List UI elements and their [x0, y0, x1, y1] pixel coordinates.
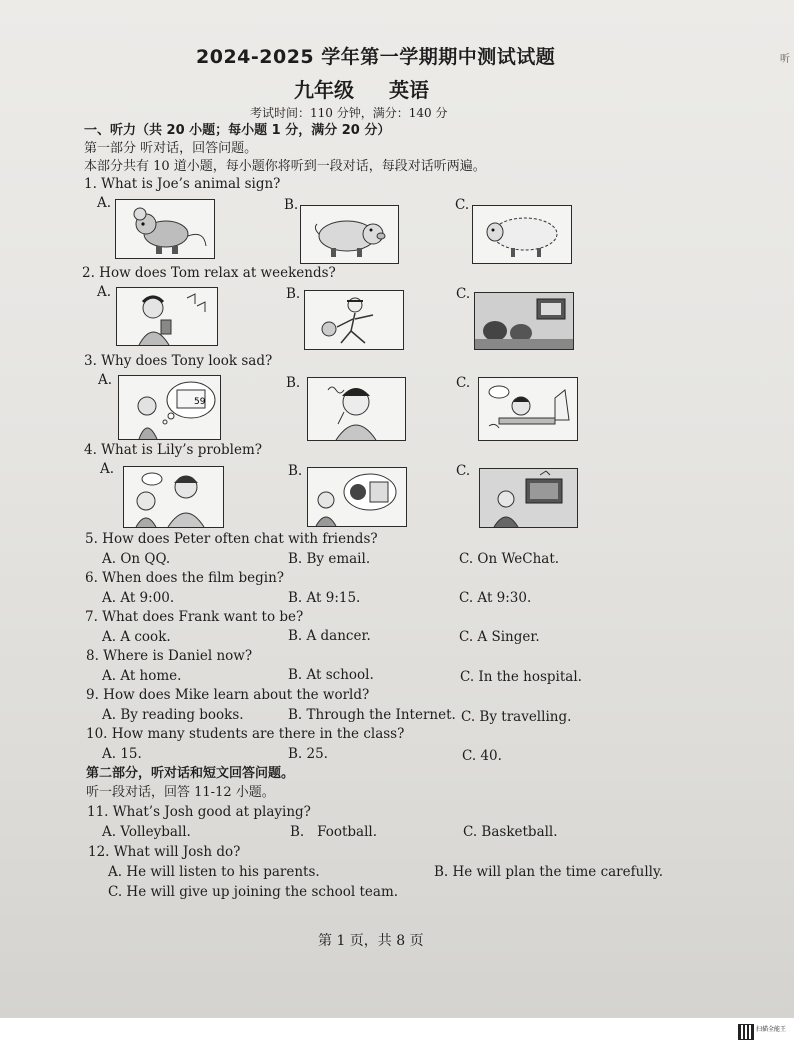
q11-option-b[interactable]: B. Football. [290, 824, 378, 840]
q5-option-a[interactable]: A. On QQ. [102, 551, 171, 567]
q3-label-c: C. [456, 375, 471, 391]
q7-option-c[interactable]: C. A Singer. [459, 629, 540, 645]
question-10-stem: 10. How many students are there in the class? [86, 726, 405, 742]
q10-option-a[interactable]: A. 15. [102, 746, 142, 762]
scanner-footer [0, 1018, 794, 1043]
friends-picture[interactable] [307, 467, 407, 527]
q5-option-c[interactable]: C. On WeChat. [459, 551, 560, 567]
q4-label-a: A. [100, 461, 115, 477]
sheep-picture[interactable] [472, 205, 572, 264]
q7-option-a[interactable]: A. A cook. [102, 629, 171, 645]
question-6-stem: 6. When does the film begin? [85, 570, 285, 586]
q4-label-c: C. [456, 463, 471, 479]
q5-option-b[interactable]: B. By email. [288, 551, 371, 567]
exam-title: 2024-2025 学年第一学期期中测试试题 [196, 46, 556, 68]
q8-option-b[interactable]: B. At school. [288, 667, 374, 683]
part2-intro: 听一段对话，回答 11-12 小题。 [86, 785, 275, 800]
subject-label: 英语 [389, 78, 429, 102]
question-2-stem: 2. How does Tom relax at weekends? [82, 265, 336, 281]
question-8-stem: 8. Where is Daniel now? [86, 648, 253, 664]
basketball-picture[interactable] [304, 290, 404, 350]
q8-option-a[interactable]: A. At home. [102, 668, 182, 684]
computer-picture[interactable] [479, 468, 578, 528]
question-9-stem: 9. How does Mike learn about the world? [86, 687, 370, 703]
q3-label-a: A. [98, 372, 113, 388]
question-11-stem: 11. What’s Josh good at playing? [87, 804, 311, 820]
tv-picture[interactable] [474, 292, 574, 350]
headache-picture[interactable] [307, 377, 406, 441]
question-1-stem: 1. What is Joe’s animal sign? [84, 176, 281, 192]
question-5-stem: 5. How does Peter often chat with friends? [85, 531, 378, 547]
test-score-picture[interactable] [118, 375, 221, 440]
q6-option-c[interactable]: C. At 9:30. [459, 590, 532, 606]
scanner-brand: 扫描全能王 [756, 1026, 787, 1033]
q6-option-b[interactable]: B. At 9:15. [288, 590, 361, 606]
q12-option-c[interactable]: C. He will give up joining the school team. [108, 884, 399, 900]
q1-label-b: B. [284, 197, 299, 213]
q2-label-a: A. [97, 284, 112, 300]
q10-option-c[interactable]: C. 40. [462, 748, 502, 764]
q1-label-c: C. [455, 197, 470, 213]
argue-picture[interactable] [123, 466, 224, 528]
q6-option-a[interactable]: A. At 9:00. [102, 590, 175, 606]
q9-option-c[interactable]: C. By travelling. [461, 709, 572, 725]
part1-intro: 本部分共有 10 道小题，每小题你将听到一段对话，每段对话听两遍。 [84, 159, 486, 174]
q2-label-b: B. [286, 286, 301, 302]
q12-option-a[interactable]: A. He will listen to his parents. [108, 864, 320, 880]
qr-code-icon [738, 1024, 754, 1040]
question-4-stem: 4. What is Lily’s problem? [84, 442, 262, 458]
listening-section-title: 一、听力（共 20 小题；每小题 1 分，满分 20 分） [84, 123, 391, 138]
question-7-stem: 7. What does Frank want to be? [85, 609, 304, 625]
page-number: 第 1 页，共 8 页 [318, 933, 424, 949]
q12-option-b[interactable]: B. He will plan the time carefully. [434, 864, 664, 880]
homework-picture[interactable] [478, 377, 578, 441]
question-3-stem: 3. Why does Tony look sad? [84, 353, 273, 369]
q11-option-a[interactable]: A. Volleyball. [102, 824, 191, 840]
part1-title: 第一部分 听对话，回答问题。 [84, 141, 258, 156]
edge-mark: 听 [780, 54, 790, 65]
q11-option-c[interactable]: C. Basketball. [463, 824, 558, 840]
pig-picture[interactable] [300, 205, 399, 264]
rat-picture[interactable] [115, 199, 215, 259]
exam-info: 考试时间：110 分钟，满分：140 分 [250, 106, 448, 120]
part2-title: 第二部分，听对话和短文回答问题。 [86, 766, 295, 781]
grade-label: 九年级 [294, 78, 354, 102]
svg-text:59: 59 [194, 397, 206, 407]
q4-label-b: B. [288, 463, 303, 479]
q3-label-b: B. [286, 375, 301, 391]
q9-option-a[interactable]: A. By reading books. [102, 707, 244, 723]
q10-option-b[interactable]: B. 25. [288, 746, 328, 762]
q2-label-c: C. [456, 286, 471, 302]
q8-option-c[interactable]: C. In the hospital. [460, 669, 582, 685]
music-picture[interactable] [116, 287, 218, 346]
q9-option-b[interactable]: B. Through the Internet. [288, 707, 456, 723]
q7-option-b[interactable]: B. A dancer. [288, 628, 371, 644]
q1-label-a: A. [97, 195, 112, 211]
question-12-stem: 12. What will Josh do? [88, 844, 241, 860]
